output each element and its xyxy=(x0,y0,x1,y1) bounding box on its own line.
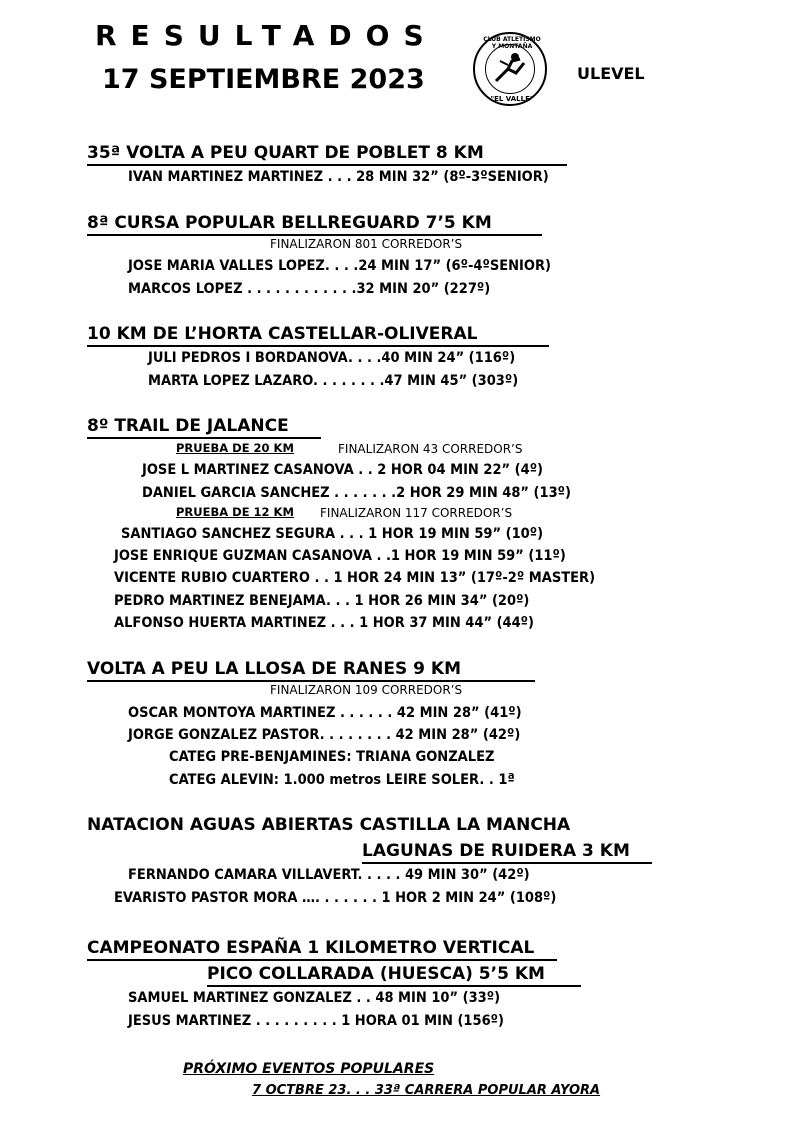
result-row: JESUS MARTINEZ . . . . . . . . . 1 HORA 01 MIN (156º) xyxy=(128,1013,504,1029)
finishers-note: FINALIZARON 801 CORREDOR’S xyxy=(270,237,463,251)
result-row: JOSE L MARTINEZ CASANOVA . . 2 HOR 04 MIN 22” (4º) xyxy=(142,462,544,478)
result-row: SAMUEL MARTINEZ GONZALEZ . . 48 MIN 10” (33º) xyxy=(128,990,501,1006)
runner-icon xyxy=(485,44,535,94)
logo-bottom-text: "EL VALLE" xyxy=(490,95,534,103)
category-row: CATEG PRE-BENJAMINES: TRIANA GONZALEZ xyxy=(169,749,495,765)
page-title: RESULTADOS xyxy=(95,19,438,52)
event-title-kilometro-vertical: CAMPEONATO ESPAÑA 1 KILOMETRO VERTICAL xyxy=(87,940,557,961)
result-row: MARTA LOPEZ LAZARO. . . . . . . .47 MIN 45” (303º) xyxy=(148,373,519,389)
finishers-note: FINALIZARON 117 CORREDOR’S xyxy=(320,506,513,520)
result-row: SANTIAGO SANCHEZ SEGURA . . . 1 HOR 19 MIN 59” (10º) xyxy=(121,526,544,542)
event-subtitle-ruidera: LAGUNAS DE RUIDERA 3 KM xyxy=(362,843,652,864)
event-title-natacion: NATACION AGUAS ABIERTAS CASTILLA LA MANCHA xyxy=(87,815,571,835)
event-title-bellreguard: 8ª CURSA POPULAR BELLREGUARD 7’5 KM xyxy=(87,215,542,236)
upcoming-event-item: 7 OCTBRE 23. . . 33ª CARRERA POPULAR AYORA xyxy=(252,1083,601,1098)
subrace-12km: PRUEBA DE 12 KM xyxy=(176,505,294,519)
subrace-20km: PRUEBA DE 20 KM xyxy=(176,441,294,455)
result-row: JOSE MARIA VALLES LOPEZ. . . .24 MIN 17” (6º-4ºSENIOR) xyxy=(128,258,551,274)
result-row: DANIEL GARCIA SANCHEZ . . . . . . .2 HOR 29 MIN 48” (13º) xyxy=(142,485,571,501)
result-row: JULI PEDROS I BORDANOVA. . . .40 MIN 24” (116º) xyxy=(148,350,516,366)
finishers-note: FINALIZARON 43 CORREDOR’S xyxy=(338,442,523,456)
result-row: IVAN MARTINEZ MARTINEZ . . . 28 MIN 32” (8º-3ºSENIOR) xyxy=(128,169,549,185)
event-title-llosa-de-ranes: VOLTA A PEU LA LLOSA DE RANES 9 KM xyxy=(87,661,535,682)
result-row: PEDRO MARTINEZ BENEJAMA. . . 1 HOR 26 MIN 34” (20º) xyxy=(114,593,530,609)
event-title-quart-de-poblet: 35ª VOLTA A PEU QUART DE POBLET 8 KM xyxy=(87,145,567,166)
result-row: ALFONSO HUERTA MARTINEZ . . . 1 HOR 37 MIN 44” (44º) xyxy=(114,615,534,631)
upcoming-events-heading: PRÓXIMO EVENTOS POPULARES xyxy=(183,1061,435,1077)
result-row: VICENTE RUBIO CUARTERO . . 1 HOR 24 MIN 13” (17º-2º MASTER) xyxy=(114,570,596,586)
event-title-lhorta: 10 KM DE L’HORTA CASTELLAR-OLIVERAL xyxy=(87,326,549,347)
finishers-note: FINALIZARON 109 CORREDOR’S xyxy=(270,683,463,697)
result-row: JOSE ENRIQUE GUZMAN CASANOVA . .1 HOR 19 MIN 59” (11º) xyxy=(114,548,566,564)
category-row: CATEG ALEVIN: 1.000 metros LEIRE SOLER. . 1ª xyxy=(169,772,515,788)
page-date: 17 SEPTIEMBRE 2023 xyxy=(102,64,425,95)
result-row: JORGE GONZALEZ PASTOR. . . . . . . . 42 MIN 28” (42º) xyxy=(128,727,521,743)
result-row: FERNANDO CAMARA VILLAVERT. . . . . 49 MIN 30” (42º) xyxy=(128,867,530,883)
brand-logo: ULEVEL xyxy=(577,64,645,83)
result-row: MARCOS LOPEZ . . . . . . . . . . . .32 MIN 20” (227º) xyxy=(128,281,491,297)
result-row: EVARISTO PASTOR MORA …. . . . . . . 1 HOR 2 MIN 24” (108º) xyxy=(114,890,557,906)
logo-top-text: CLUB ATLETISMO Y MONTAÑA xyxy=(483,36,541,50)
event-title-jalance: 8º TRAIL DE JALANCE xyxy=(87,418,321,439)
event-subtitle-collarada: PICO COLLARADA (HUESCA) 5’5 KM xyxy=(207,966,581,987)
club-logo xyxy=(473,32,547,106)
result-row: OSCAR MONTOYA MARTINEZ . . . . . . 42 MIN 28” (41º) xyxy=(128,705,522,721)
